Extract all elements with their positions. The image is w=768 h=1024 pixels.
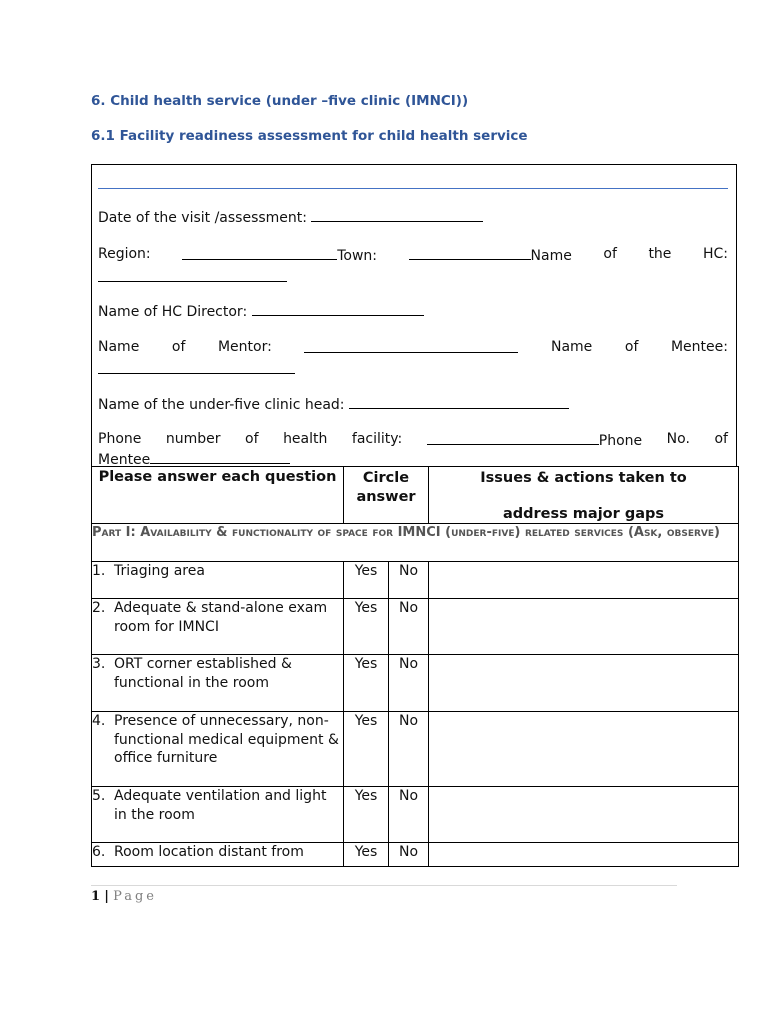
table-row <box>92 562 739 599</box>
hc-name-field[interactable] <box>98 268 287 282</box>
phone-word-1: Phone <box>98 431 142 447</box>
hc-name-line <box>98 268 728 286</box>
issues-cell[interactable] <box>429 599 739 655</box>
region-line <box>98 246 728 264</box>
table-row <box>92 599 739 655</box>
mentee-field[interactable] <box>98 360 295 374</box>
mentee-line <box>98 360 728 378</box>
question-cell: 6. Room location distant from <box>92 843 344 867</box>
issues-cell[interactable] <box>429 655 739 712</box>
mentee-word-1: Name <box>550 339 593 355</box>
date-line <box>98 208 728 226</box>
yes-option[interactable]: Yes <box>344 562 389 599</box>
phone-no-word-3: of <box>714 431 728 447</box>
mentee-phone-label: Mentee <box>98 452 151 468</box>
table-row <box>92 787 739 843</box>
no-option[interactable]: No <box>389 787 429 843</box>
mentee-word-2: of <box>624 339 639 355</box>
question-cell: 3. ORT corner established & functional in the room <box>92 655 344 712</box>
question-cell: 2. Adequate & stand-alone exam room for IMNCI <box>92 599 344 655</box>
hc-name-word-4: HC: <box>702 246 728 262</box>
yes-option[interactable]: Yes <box>344 712 389 787</box>
issues-header: Issues & actions taken to address major gaps <box>429 467 739 524</box>
hc-name-word-2: of <box>603 246 617 262</box>
page-footer <box>91 889 157 904</box>
director-field[interactable] <box>252 302 424 316</box>
issues-cell[interactable] <box>429 843 739 867</box>
part-header-row <box>92 524 739 562</box>
question-cell: 4. Presence of unnecessary, non-functional medical equipment & office furniture <box>92 712 344 787</box>
no-option[interactable]: No <box>389 562 429 599</box>
no-option[interactable]: No <box>389 712 429 787</box>
mentor-word-1: Name <box>98 339 140 355</box>
phone-line <box>98 431 728 449</box>
yes-option[interactable]: Yes <box>344 655 389 712</box>
no-option[interactable]: No <box>389 843 429 867</box>
table-row <box>92 712 739 787</box>
clinic-head-label: Name of the under-five clinic head: <box>98 397 345 413</box>
page-separator: | <box>104 889 109 904</box>
date-label: Date of the visit /assessment: <box>98 210 307 226</box>
blue-divider <box>98 188 728 189</box>
question-cell: 1. Triaging area <box>92 562 344 599</box>
mentee-word-3: Mentee: <box>670 339 728 355</box>
region-field[interactable] <box>182 246 337 260</box>
circle-answer-header: Circle answer <box>344 467 429 524</box>
page-number: 1 <box>91 889 101 904</box>
footer-divider <box>91 885 677 886</box>
mentor-word-3: Mentor: <box>217 339 272 355</box>
issues-cell[interactable] <box>429 562 739 599</box>
director-line <box>98 302 728 320</box>
mentor-line <box>98 339 728 355</box>
question-cell: 5. Adequate ventilation and light in the room <box>92 787 344 843</box>
yes-option[interactable]: Yes <box>344 787 389 843</box>
section-heading: 6. Child health service (under –five clinic (IMNCI)) <box>91 93 469 109</box>
visit-info-form <box>91 164 737 466</box>
phone-no-word-1: Phone <box>598 433 643 449</box>
clinic-head-field[interactable] <box>349 395 569 409</box>
issues-cell[interactable] <box>429 787 739 843</box>
table-row <box>92 843 739 867</box>
facility-phone-field[interactable] <box>427 431 599 445</box>
town-label: Town: <box>337 248 377 264</box>
table-header-row <box>92 467 739 524</box>
phone-word-4: health <box>283 431 328 447</box>
page-label: Page <box>113 889 157 904</box>
phone-no-word-2: No. <box>666 431 690 447</box>
question-header: Please answer each question <box>92 467 344 524</box>
yes-option[interactable]: Yes <box>344 599 389 655</box>
date-field[interactable] <box>311 208 483 222</box>
mentor-field[interactable] <box>304 339 518 353</box>
yes-option[interactable]: Yes <box>344 843 389 867</box>
clinic-head-line <box>98 395 728 413</box>
director-label: Name of HC Director: <box>98 304 248 320</box>
subsection-heading: 6.1 Facility readiness assessment for child health service <box>91 128 528 144</box>
phone-word-5: facility: <box>351 431 403 447</box>
hc-name-word-3: the <box>648 246 672 262</box>
mentor-word-2: of <box>171 339 186 355</box>
hc-name-word-1: Name <box>530 248 572 264</box>
table-row <box>92 655 739 712</box>
part-title: Part I: Availability & functionality of space for IMNCI (under-five) related services (Ask, observe) <box>92 524 739 562</box>
assessment-table <box>91 466 739 867</box>
no-option[interactable]: No <box>389 599 429 655</box>
region-label: Region: <box>98 246 151 262</box>
no-option[interactable]: No <box>389 655 429 712</box>
town-field[interactable] <box>409 246 531 260</box>
phone-word-2: number <box>165 431 221 447</box>
issues-cell[interactable] <box>429 712 739 787</box>
phone-word-3: of <box>245 431 259 447</box>
mentee-phone-field[interactable] <box>150 450 290 464</box>
